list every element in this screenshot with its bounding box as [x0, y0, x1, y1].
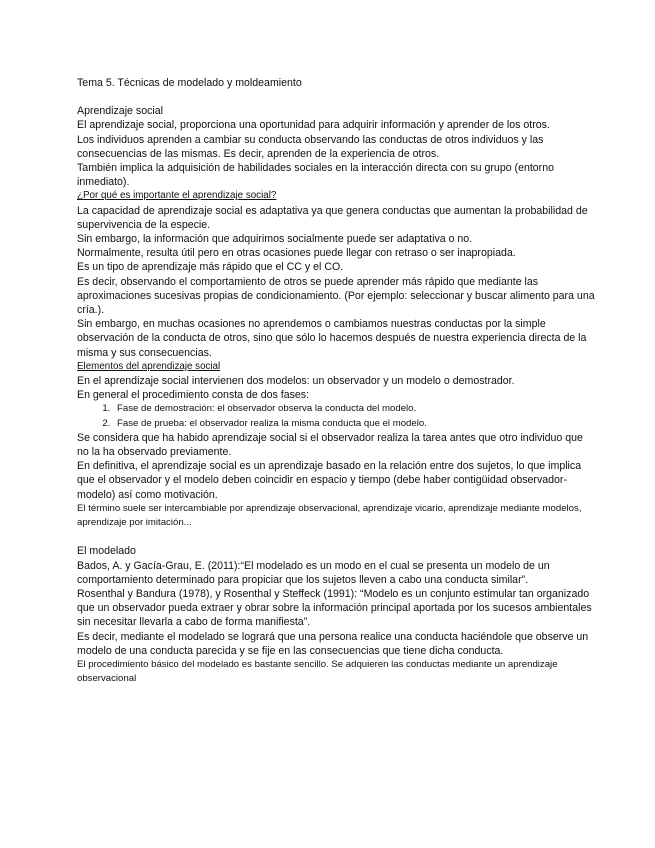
- paragraph: Los individuos aprenden a cambiar su conducta observando las conductas de otros individuos y las consecuencias de las mismas. Es decir, aprenden de la experiencia de otros.: [77, 133, 544, 160]
- paragraph: Es un tipo de aprendizaje más rápido que el CC y el CO.: [77, 261, 344, 274]
- section-heading-importance: ¿Por qué es importante el aprendizaje social?: [77, 190, 277, 202]
- document-title: Tema 5. Técnicas de modelado y moldeamiento: [77, 77, 302, 89]
- paragraph: Es decir, observando el comportamiento de otros se puede aprender más rápido que mediante las aproximaciones sucesivas propias de condicionamiento. (Por ejemplo: seleccionar y buscar alimento para una cría.).: [77, 275, 595, 317]
- spacer: [77, 530, 595, 544]
- paragraph: El aprendizaje social, proporciona una oportunidad para adquirir información y aprender de los otros.: [77, 119, 550, 132]
- paragraph: Sin embargo, en muchas ocasiones no aprendemos o cambiamos nuestras conductas por la simple observación de la conducta de otros, sino que sólo lo hacemos después de nuestra experiencia directa de la misma y sus consecuencias.: [77, 318, 587, 359]
- paragraph: En el aprendizaje social intervienen dos modelos: un observador y un modelo o demostrador.: [77, 375, 515, 388]
- section-heading-modeling: El modelado: [77, 545, 136, 558]
- paragraph: Bados, A. y Gacía-Grau, E. (2011):“El modelado es un modo en el cual se presenta un modelo de un comportamiento determinado para propiciar que los sujetos lleven a cabo una conducta similar”.: [77, 559, 550, 586]
- paragraph: Normalmente, resulta útil pero en otras ocasiones puede llegar con retraso o ser inapropiada.: [77, 247, 516, 260]
- paragraph: Sin embargo, la información que adquirimos socialmente puede ser adaptativa o no.: [77, 233, 473, 246]
- section-heading-social-learning: Aprendizaje social: [77, 105, 163, 118]
- paragraph: En general el procedimiento consta de dos fases:: [77, 389, 310, 402]
- list-item: 2. Fase de prueba: el observador realiza la misma conducta que el modelo.: [113, 417, 595, 431]
- section-heading-elements: Elementos del aprendizaje social: [77, 360, 221, 372]
- phases-list: [77, 402, 595, 430]
- paragraph: En definitiva, el aprendizaje social es un aprendizaje basado en la relación entre dos sujetos, lo que implica que el observador y el modelo deben coincidir en espacio y tiempo (debe haber contigüidad observador-modelo) así como motivación.: [77, 460, 582, 501]
- paragraph: También implica la adquisición de habilidades sociales en la interacción directa con su grupo (entorno inmediato).: [77, 162, 554, 189]
- paragraph: El procedimiento básico del modelado es bastante sencillo. Se adquieren las conductas mediante un aprendizaje observacional: [77, 658, 558, 685]
- paragraph: Se considera que ha habido aprendizaje social si el observador realiza la tarea antes que otro individuo que no la ha observado previamente.: [77, 431, 583, 459]
- paragraph: La capacidad de aprendizaje social es adaptativa ya que genera conductas que aumentan la probabilidad de supervivencia de la especie.: [77, 204, 588, 231]
- paragraph: Rosenthal y Bandura (1978), y Rosenthal y Steffeck (1991): “Modelo es un conjunto estimular tan organizado que un observador pueda extraer y obrar sobre la información principal aportada por los sucesos ambientales sin necesitar llevarla a cabo de forma manifiesta”.: [77, 587, 592, 629]
- paragraph: El término suele ser intercambiable por aprendizaje observacional, aprendizaje vicario, aprendizaje mediante modelos, aprendizaje por imitación...: [77, 502, 582, 529]
- paragraph: Es decir, mediante el modelado se logrará que una persona realice una conducta haciéndole que observe un modelo de una conducta parecida y se fije en las consecuencias que tiene dicha conducta.: [77, 630, 589, 657]
- list-item: 1. Fase de demostración: el observador observa la conducta del modelo.: [113, 402, 595, 416]
